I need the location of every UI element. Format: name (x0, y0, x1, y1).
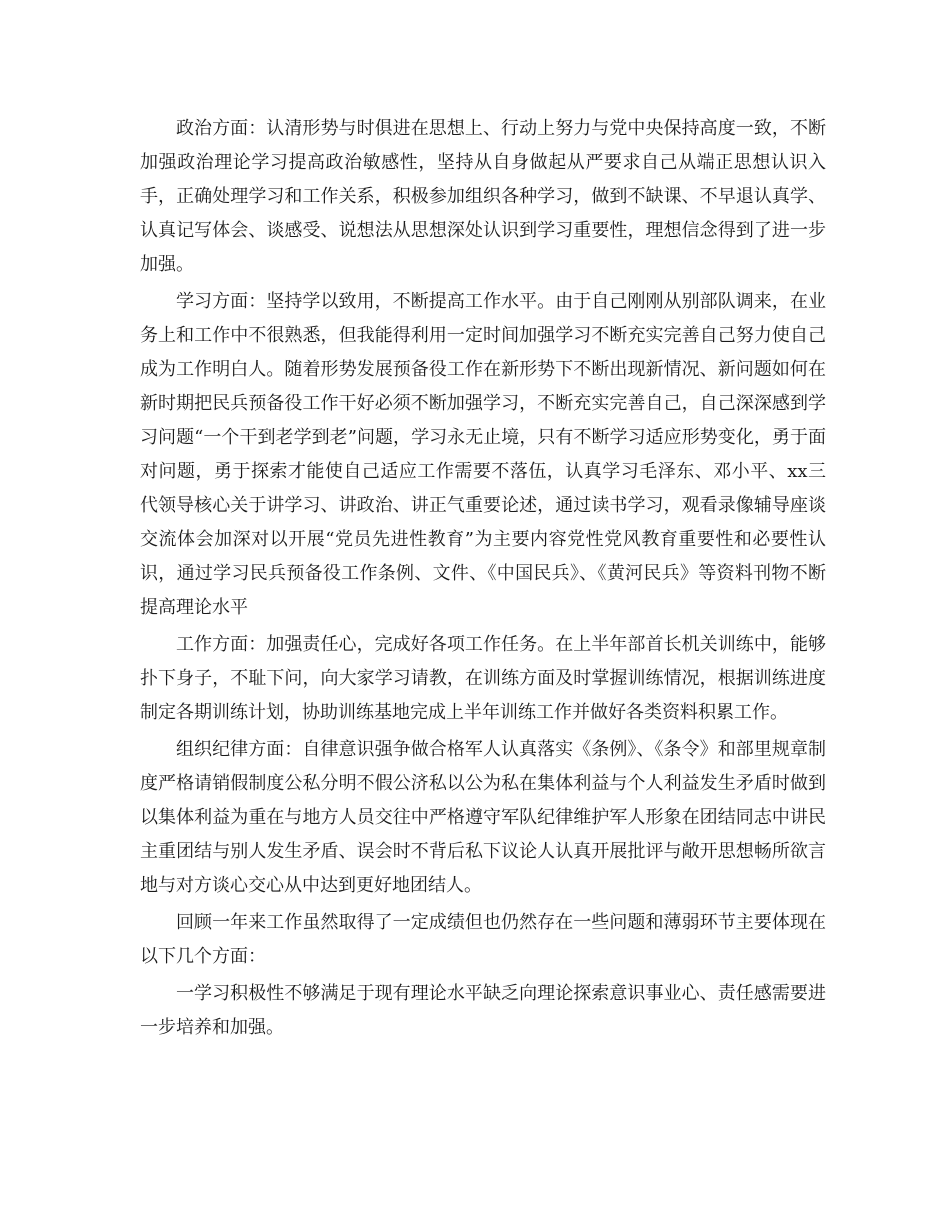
paragraph-review: 回顾一年来工作虽然取得了一定成绩但也仍然存在一些问题和薄弱环节主要体现在以下几个方面： (140, 912, 826, 967)
paragraph-study: 学习方面：坚持学以致用，不断提高工作水平。由于自己刚刚从别部队调来，在业务上和工作中不很熟悉，但我能得利用一定时间加强学习不断充实完善自己努力使自己成为工作明白人。随着形势发展预备役工作在新形势下不断出现新情况、新问题如何在新时期把民兵预备役工作干好必须不断加强学习，不断充实完善自己，自己深深感到学习问题“一个干到老学到老”问题，学习永无止境，只有不断学习适应形势变化，勇于面对问题，勇于探索才能使自己适应工作需要不落伍，认真学习毛泽东、邓小平、xx三代领导核心关于讲学习、讲政治、讲正气重要论述，通过读书学习，观看录像辅导座谈交流体会加深对以开展“党员先进性教育”为主要内容党性党风教育重要性和必要性认识，通过学习民兵预备役工作条例、文件、《中国民兵》、《黄河民兵》等资料刊物不断提高理论水平 (140, 291, 826, 618)
document-body (140, 112, 826, 1048)
paragraph-problem-one: 一学习积极性不够满足于现有理论水平缺乏向理论探索意识事业心、责任感需要进一步培养和加强。 (140, 983, 826, 1038)
paragraph-work: 工作方面：加强责任心，完成好各项工作任务。在上半年部首长机关训练中，能够扑下身子，不耻下问，向大家学习请教，在训练方面及时掌握训练情况，根据训练进度制定各期训练计划，协助训练基地完成上半年训练工作并做好各类资料积累工作。 (140, 634, 826, 723)
paragraph-political: 政治方面：认清形势与时俱进在思想上、行动上努力与党中央保持高度一致，不断加强政治理论学习提高政治敏感性，坚持从自身做起从严要求自己从端正思想认识入手，正确处理学习和工作关系，积极参加组织各种学习，做到不缺课、不早退认真学、认真记写体会、谈感受、说想法从思想深处认识到学习重要性，理想信念得到了进一步加强。 (140, 118, 826, 275)
paragraph-discipline: 组织纪律方面：自律意识强争做合格军人认真落实《条例》、《条令》和部里规章制度严格请销假制度公私分明不假公济私以公为私在集体利益与个人利益发生矛盾时做到以集体利益为重在与地方人员交往中严格遵守军队纪律维护军人形象在团结同志中讲民主重团结与别人发生矛盾、误会时不背后私下议论人认真开展批评与敞开思想畅所欲言地与对方谈心交心从中达到更好地团结人。 (140, 739, 826, 896)
